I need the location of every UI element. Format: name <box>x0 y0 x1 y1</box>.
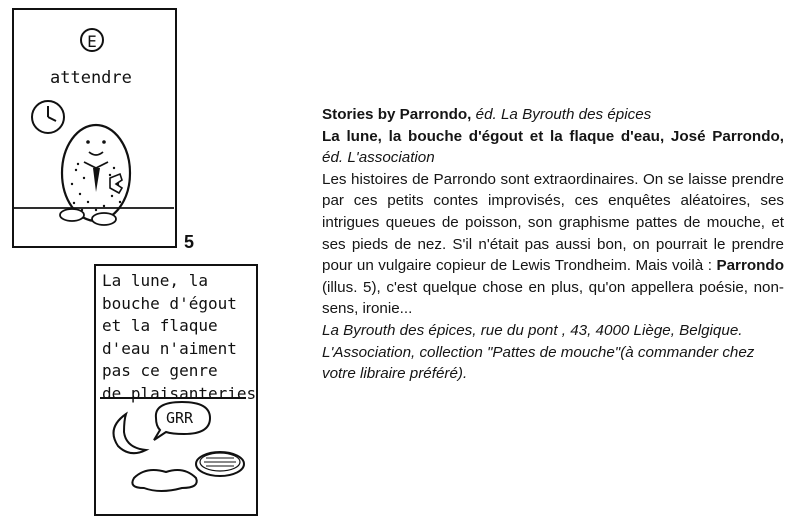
comic-panel-bottom <box>94 264 258 516</box>
moon-manhole-puddle-drawing <box>96 266 256 514</box>
entry-1-publisher-prefix: éd. <box>475 106 497 123</box>
entry-1-publisher: La Byrouth des épices <box>500 106 652 123</box>
entry-2-title: La lune, la bouche d'égout et la flaque d'eau, José Parrondo, <box>322 127 784 145</box>
illustration-number: 5 <box>184 232 195 252</box>
egg-man-icon <box>60 125 130 225</box>
entry-2-publisher-prefix: éd. <box>322 149 344 167</box>
speech-line: d'eau n'aiment <box>102 338 237 358</box>
review-body <box>322 169 784 320</box>
address-1: La Byrouth des épices, rue du pont , 43, 4000 Liège, Belgique. <box>322 321 743 339</box>
review-text-end: (illus. 5), c'est quelque chose en plus, qu'on appellera poésie, non-sens, ironie... <box>322 278 784 318</box>
egg-character-drawing <box>14 10 174 245</box>
address-2: L'Association, collection "Pattes de mouche"(à commander chez votre libraire préféré). <box>322 343 755 383</box>
entry-2-publisher: L'association <box>347 149 435 167</box>
speech-line: pas ce genre <box>102 361 218 380</box>
speech-line: de plaisanteries <box>102 383 257 403</box>
review-author: Parrondo <box>716 257 784 275</box>
entry-2 <box>322 126 784 169</box>
moon-icon <box>114 414 147 453</box>
clock-icon <box>32 101 64 133</box>
puddle-icon <box>132 470 196 491</box>
circled-letter: E <box>80 28 104 52</box>
review-text-start: Les histoires de Parrondo sont extraordinaires. On se laisse prendre par ces petits contes improvisés, ces enquêtes aléatoires, ses intrigues queues de poisson, son graphisme pattes de mouche, et ses pieds de nez. S'il n'était pas aussi bon, on pourrait le prendre pour un vulgaire copieur de Lewis Trondheim. Mais voilà : <box>322 170 784 275</box>
grr-text: GRR <box>166 409 194 427</box>
manhole-icon <box>196 452 244 476</box>
speech-line: La lune, la <box>102 271 208 290</box>
comic-panel-top <box>12 8 177 248</box>
panel-caption: attendre <box>50 68 132 88</box>
speech-line: bouche d'égout <box>102 293 237 313</box>
entry-1 <box>322 104 784 126</box>
article-text <box>322 104 784 385</box>
speech-line: et la flaque <box>102 316 218 335</box>
entry-1-title: Stories by Parrondo, <box>322 106 472 123</box>
